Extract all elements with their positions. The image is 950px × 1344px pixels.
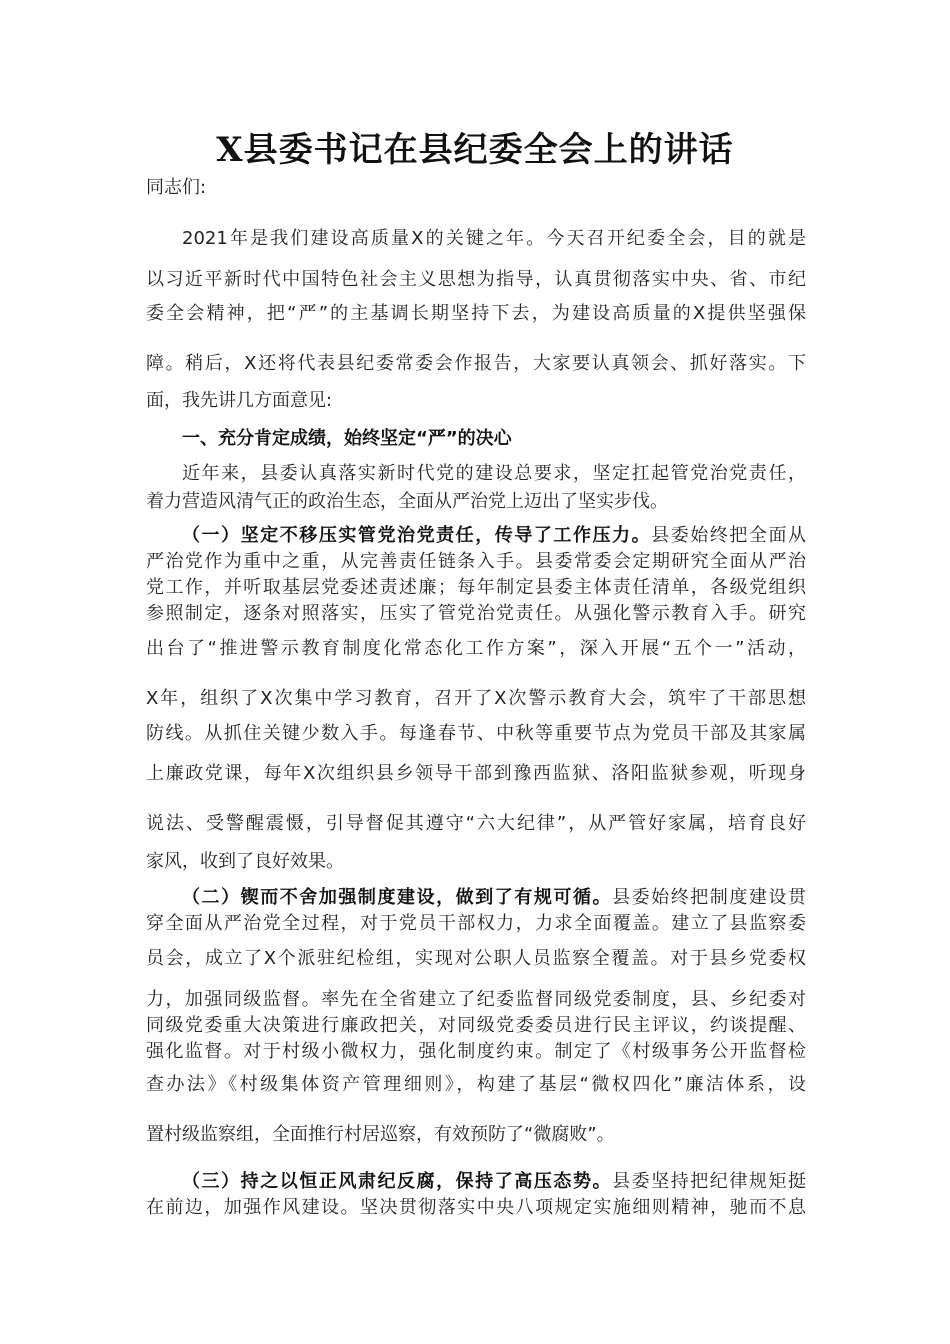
- body-text: 县委始终把全面从: [651, 525, 807, 546]
- body-line: 查办法》《村级集体资产管理细则》，构建了基层“微权四化”廉洁体系，设: [146, 1074, 806, 1095]
- body-line: 出台了“推进警示教育制度化常态化工作方案”，深入开展“五个一”活动，: [146, 638, 806, 659]
- body-line: 同级党委重大决策进行廉政把关，对同级党委委员进行民主评议，约谈提醒、: [146, 1015, 806, 1036]
- body-line: 防线。从抓住关键少数入手。每逢春节、中秋等重要节点为党员干部及其家属: [146, 723, 806, 744]
- body-line: 员会，成立了X个派驻纪检组，实现对公职人员监察全覆盖。对于县乡党委权: [146, 948, 806, 969]
- body-line: 置村级监察组，全面推行村居巡察，有效预防了“微腐败”。: [146, 1124, 615, 1145]
- body-line: 力，加强同级监督。率先在全省建立了纪委监督同级党委制度，县、乡纪委对: [146, 989, 806, 1010]
- body-line: 家风，收到了良好效果。: [146, 851, 344, 872]
- document-title: X县委书记在县纪委全会上的讲话: [216, 130, 734, 170]
- body-text: 县委始终把制度建设贯: [612, 887, 806, 908]
- subsection-lead: （三）持之以恒正风肃纪反腐，保持了高压态势。: [182, 1171, 613, 1192]
- section-heading: 一、充分肯定成绩，始终坚定“严”的决心: [182, 428, 512, 449]
- body-line: 参照制定，逐条对照落实，压实了管党治党责任。从强化警示教育入手。研究: [146, 603, 806, 624]
- subsection-first-line: [182, 524, 806, 548]
- intro-line: 委全会精神，把“严”的主基调长期坚持下去，为建设高质量的X提供坚强保: [146, 303, 806, 324]
- subsection-first-line: [182, 886, 806, 910]
- intro-line: 以习近平新时代中国特色社会主义思想为指导，认真贯彻落实中央、省、市纪: [146, 269, 806, 290]
- body-text: 县委坚持把纪律规矩挺: [612, 1171, 806, 1192]
- body-line: 在前边，加强作风建设。坚决贯彻落实中央八项规定实施细则精神，驰而不息: [146, 1197, 806, 1218]
- body-line: 说法、受警醒震慑，引导督促其遵守“六大纪律”，从严管好家属，培育良好: [146, 813, 806, 834]
- body-line: 强化监督。对于村级小微权力，强化制度约束。制定了《村级事务公开监督检: [146, 1041, 806, 1062]
- subsection-first-line: [182, 1170, 806, 1194]
- body-line: 严治党作为重中之重，从完善责任链条入手。县委常委会定期研究全面从严治: [146, 551, 806, 572]
- intro-line: 障。稍后，X还将代表县纪委常委会作报告，大家要认真领会、抓好落实。下: [146, 353, 806, 374]
- body-line: X年，组织了X次集中学习教育，召开了X次警示教育大会，筑牢了干部思想: [146, 688, 806, 709]
- body-line: 上廉政党课，每年X次组织县乡领导干部到豫西监狱、洛阳监狱参观，听现身: [146, 763, 806, 784]
- subsection-lead: （一）坚定不移压实管党治党责任，传导了工作压力。: [182, 525, 652, 546]
- body-line: 党工作，并听取基层党委述责述廉；每年制定县委主体责任清单，各级党组织: [146, 577, 806, 598]
- subsection-lead: （二）锲而不舍加强制度建设，做到了有规可循。: [182, 887, 613, 908]
- body-line: 近年来，县委认真落实新时代党的建设总要求，坚定扛起管党治党责任，: [182, 463, 806, 484]
- salutation: 同志们:: [146, 177, 207, 198]
- intro-line: 2021年是我们建设高质量X的关键之年。今天召开纪委全会，目的就是: [182, 228, 806, 249]
- body-line: 着力营造风清气正的政治生态，全面从严治党上迈出了坚实步伐。: [146, 491, 668, 512]
- body-line: 穿全面从严治党全过程，对于党员干部权力，力求全面覆盖。建立了县监察委: [146, 913, 806, 934]
- intro-line: 面，我先讲几方面意见:: [146, 390, 333, 411]
